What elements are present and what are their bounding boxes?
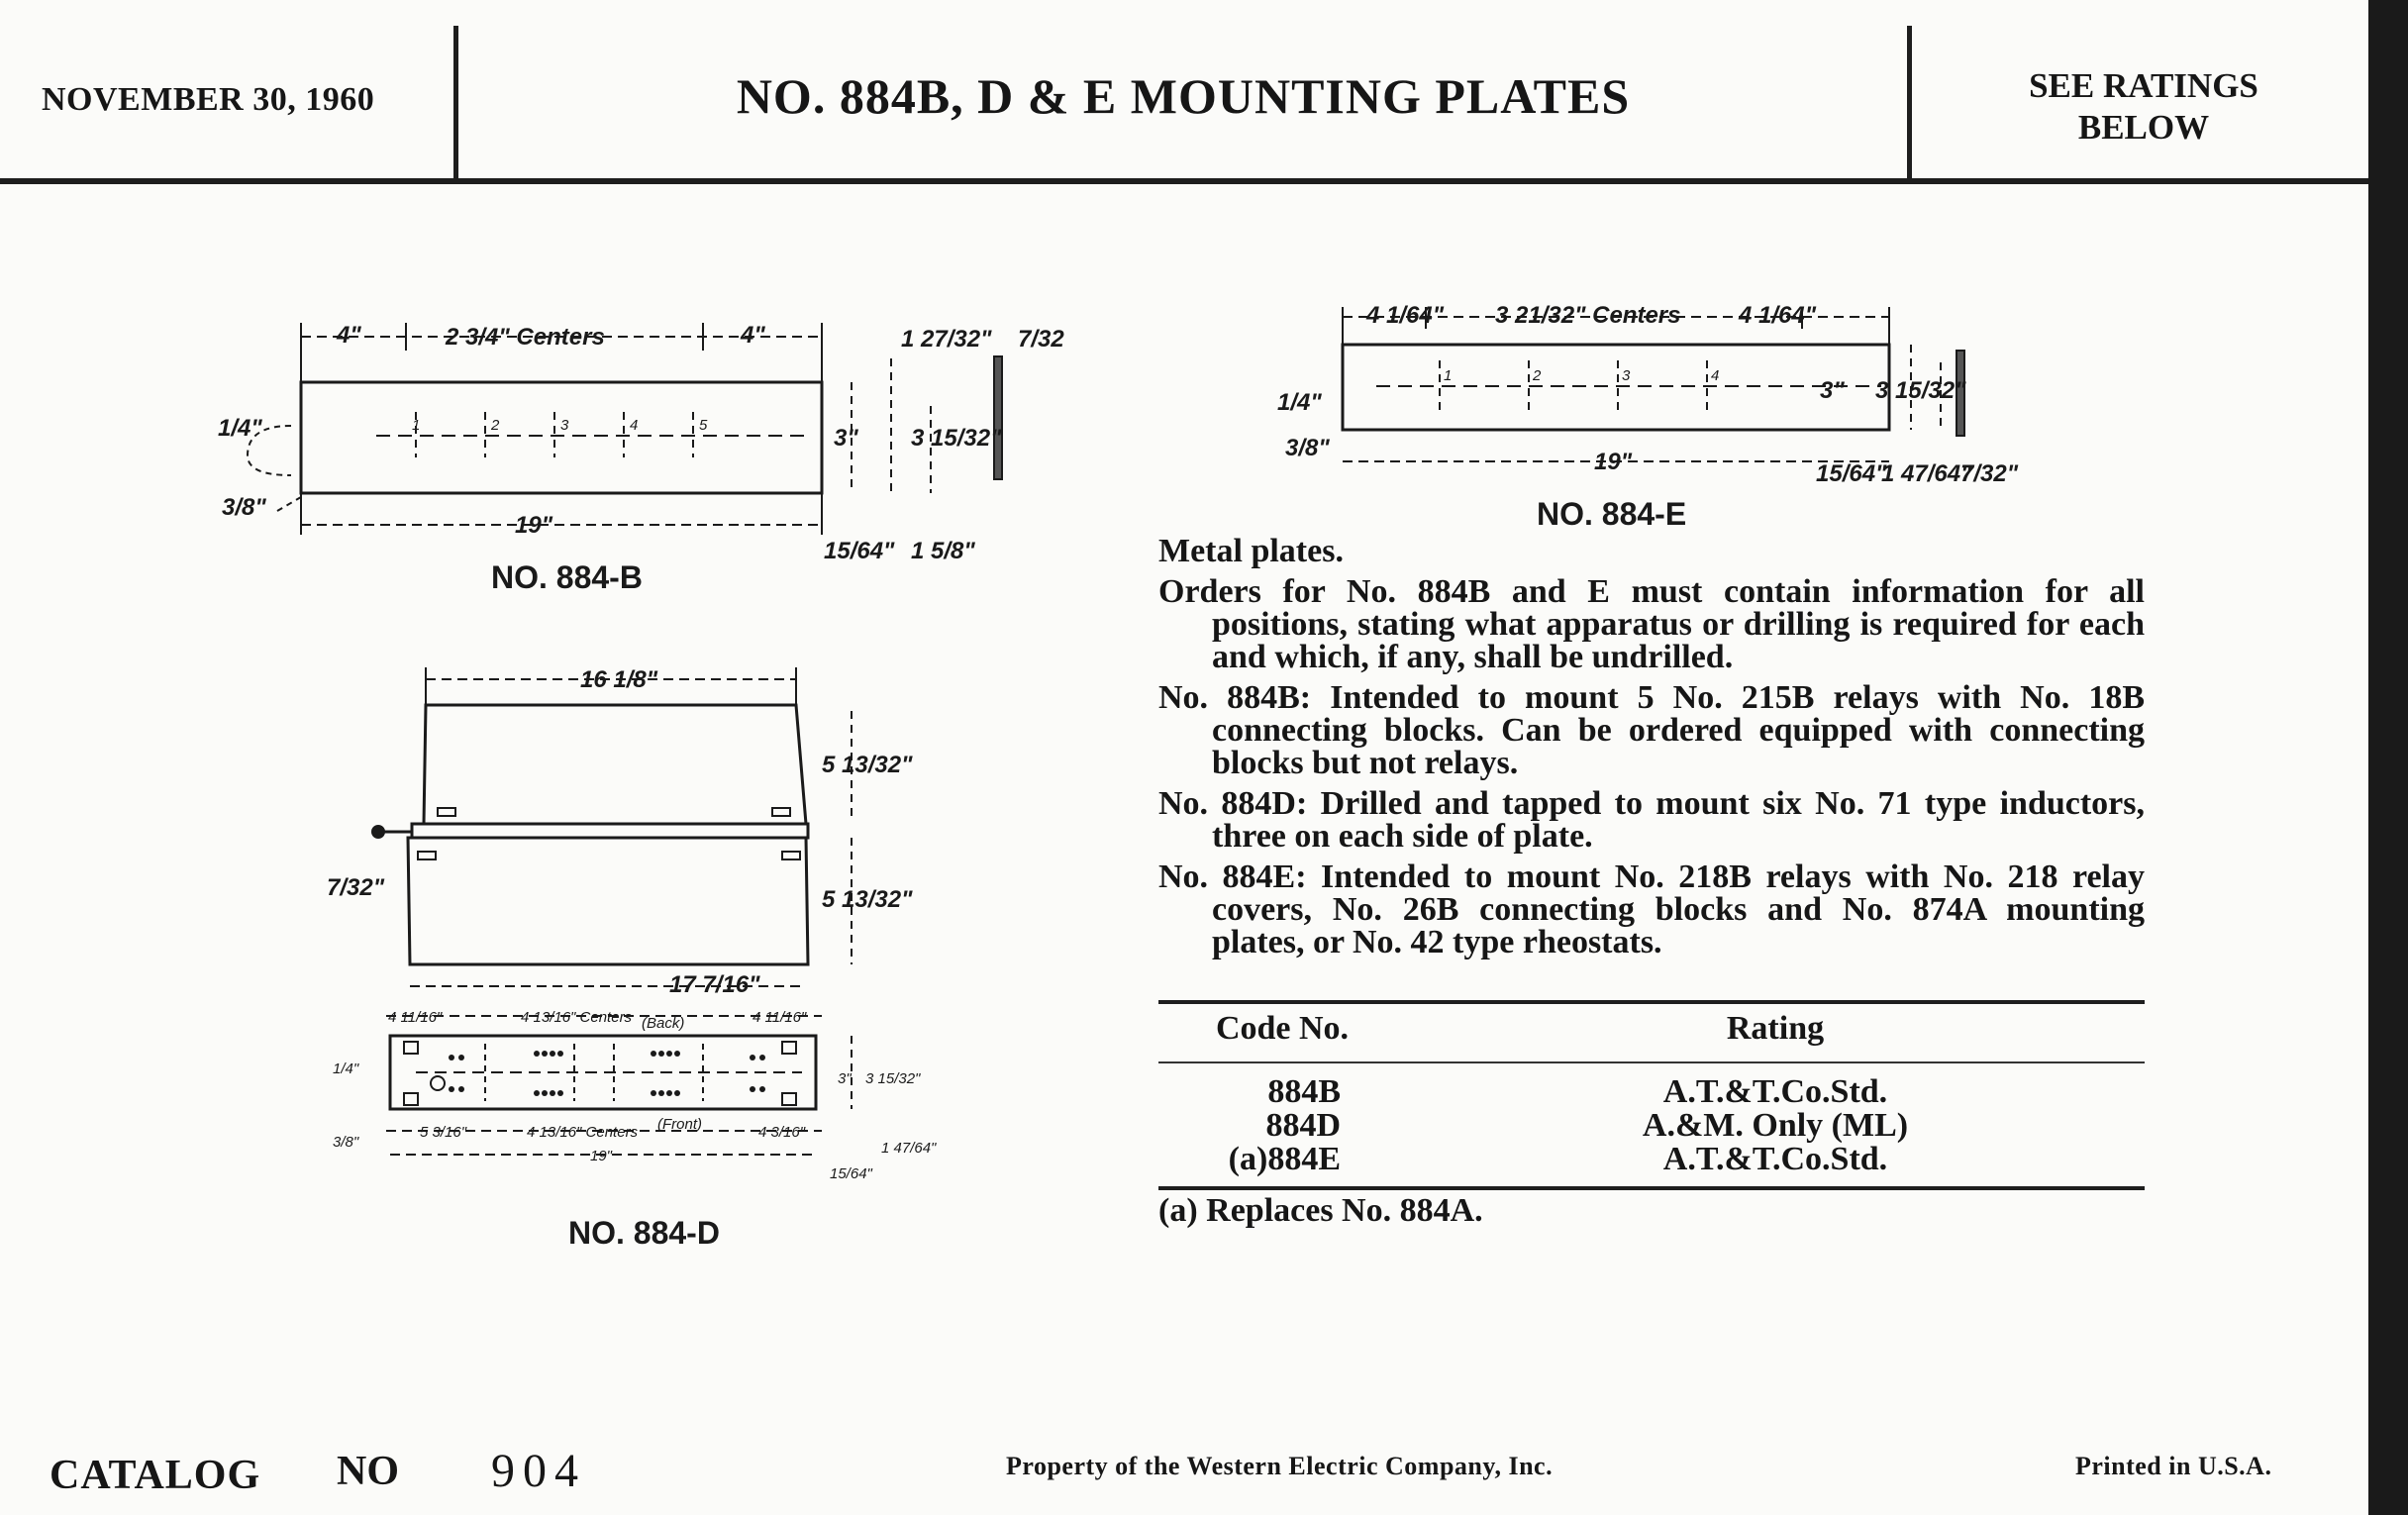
dim-d-front-centers: 4 13/16" Centers xyxy=(527,1124,639,1141)
pos-b-1: 1 xyxy=(412,417,421,434)
dim-e-left: 4 1/64" xyxy=(1366,302,1445,329)
desc-p4: No. 884D: Drilled and tapped to mount six No. 71 type inductors, three on each side of plate. xyxy=(1158,785,2145,855)
table-row xyxy=(1158,1075,2145,1109)
dim-e-right: 4 1/64" xyxy=(1739,302,1817,329)
dim-e-h2: 3 15/32" xyxy=(1875,377,1966,404)
table-header xyxy=(1158,1004,2145,1054)
dim-b-h5: 1/4" xyxy=(218,415,262,442)
footer-property: Property of the Western Electric Company, Inc. xyxy=(1006,1452,1554,1480)
pos-e-1: 1 xyxy=(1444,367,1453,384)
figure-label-884e: NO. 884-E xyxy=(1537,496,1687,532)
header-date: NOVEMBER 30, 1960 xyxy=(42,81,375,118)
dim-e-h7: 7/32" xyxy=(1960,460,2019,487)
ratings-table xyxy=(1158,1000,2145,1190)
dim-e-h3: 1/4" xyxy=(1277,389,1322,416)
lower-panel xyxy=(408,838,808,964)
pos-b-5: 5 xyxy=(699,417,708,434)
pos-b-4: 4 xyxy=(630,417,639,434)
pos-b-3: 3 xyxy=(560,417,569,434)
pos-b-2: 2 xyxy=(491,417,500,434)
pos-e-2: 2 xyxy=(1533,367,1542,384)
dim-e-h5: 15/64" xyxy=(1816,460,1887,487)
cell-rating: A.&M. Only (ML) xyxy=(1642,1107,1909,1144)
dim-d-width: 17 7/16" xyxy=(669,971,760,998)
figure-label-884b: NO. 884-B xyxy=(491,559,643,595)
dim-b-h2: 7/32 xyxy=(1018,326,1064,353)
footer-printed: Printed in U.S.A. xyxy=(2075,1452,2272,1480)
dim-e-h4: 3/8" xyxy=(1285,435,1330,461)
cell-code: 884B xyxy=(1267,1073,1341,1110)
dim-e-h6: 1 47/64" xyxy=(1881,460,1972,487)
description xyxy=(1158,535,2145,966)
header-rating: Rating xyxy=(1726,1010,1825,1047)
page-title: NO. 884B, D & E MOUNTING PLATES xyxy=(736,68,1631,124)
cell-rating: A.T.&T.Co.Std. xyxy=(1662,1141,1888,1177)
table-bottom-rule xyxy=(1158,1186,2145,1190)
cell-code: (a)884E xyxy=(1228,1141,1341,1177)
dim-d-front-note: (Front) xyxy=(657,1116,702,1133)
scan-border-right xyxy=(2368,0,2408,1515)
header-ratings-line2: BELOW xyxy=(2077,108,2210,147)
plate-outline xyxy=(301,382,822,493)
dim-d-back-note: (Back) xyxy=(642,1015,685,1032)
header-ratings-note xyxy=(1911,65,2368,149)
drawing-884e xyxy=(1277,287,2030,535)
upper-panel xyxy=(424,705,806,824)
footer-catalog: CATALOG xyxy=(50,1453,261,1498)
dim-d-h2: 3 15/32" xyxy=(865,1070,921,1087)
dim-d-back-centers: 4 13/16" Centers xyxy=(521,1009,633,1026)
dim-b-h8: 1 5/8" xyxy=(911,538,975,564)
dim-d-flange: 7/32" xyxy=(327,874,385,901)
dim-b-length: 19" xyxy=(515,512,553,539)
dim-d-h6: 1 47/64" xyxy=(881,1140,937,1157)
figure-label-884d: NO. 884-D xyxy=(568,1215,720,1251)
dim-d-lower-h: 5 13/32" xyxy=(822,886,913,913)
dim-b-h3: 3" xyxy=(834,425,858,452)
dim-d-back-right: 4 11/16" xyxy=(752,1009,807,1026)
desc-p3: No. 884B: Intended to mount 5 No. 215B relays with No. 18B connecting blocks. Can be ordered equipped with connecting blocks but not relays. xyxy=(1158,679,2145,781)
table-body xyxy=(1158,1063,2145,1186)
dim-b-centers: 2 3/4" Centers xyxy=(446,324,605,351)
drawing-884b xyxy=(218,287,1109,604)
dim-e-centers: 3 21/32" Centers xyxy=(1495,302,1681,329)
pos-e-4: 4 xyxy=(1711,367,1720,384)
desc-p5: No. 884E: Intended to mount No. 218B relays with No. 218 relay covers, No. 26B connecting blocks and No. 874A mounting plates, or No. 42 type rheostats. xyxy=(1158,858,2145,960)
dim-d-front-right: 4 3/16" xyxy=(758,1124,806,1141)
dim-d-length: 19" xyxy=(590,1148,613,1164)
table-row xyxy=(1158,1109,2145,1143)
dim-b-h6: 3/8" xyxy=(222,494,266,521)
dim-b-h1: 1 27/32" xyxy=(901,326,992,353)
footer-catalog-number: 904 xyxy=(491,1445,586,1497)
dim-b-h4: 3 15/32" xyxy=(911,425,1002,452)
cell-rating: A.T.&T.Co.Std. xyxy=(1662,1073,1888,1110)
dim-d-top-width: 16 1/8" xyxy=(580,666,658,693)
table-footnote: (a) Replaces No. 884A. xyxy=(1158,1192,1483,1229)
dim-d-back-left: 4 11/16" xyxy=(388,1009,443,1026)
dim-b-right: 4" xyxy=(741,322,765,349)
cell-code: 884D xyxy=(1265,1107,1341,1144)
header-ratings-line1: SEE RATINGS xyxy=(2029,66,2258,105)
dim-e-h1: 3" xyxy=(1820,377,1845,404)
pos-e-3: 3 xyxy=(1622,367,1631,384)
desc-p2: Orders for No. 884B and E must contain information for all positions, stating what apparatus or drilling is required for each and which, if any, shall be undrilled. xyxy=(1158,573,2145,675)
table-row xyxy=(1158,1143,2145,1176)
header-code: Code No. xyxy=(1215,1010,1350,1047)
dim-d-h5: 15/64" xyxy=(830,1165,872,1182)
dim-e-length: 19" xyxy=(1594,449,1633,475)
dim-b-left: 4" xyxy=(337,322,361,349)
header-rule xyxy=(0,178,2368,184)
profile-view xyxy=(994,356,1002,479)
dim-b-h7: 15/64" xyxy=(824,538,895,564)
dim-d-h3: 1/4" xyxy=(333,1060,359,1077)
hinge-bar xyxy=(412,824,808,838)
desc-p1: Metal plates. xyxy=(1158,533,1344,569)
dim-d-front-left: 5 3/16" xyxy=(420,1124,467,1141)
footer-no: NO xyxy=(337,1449,399,1494)
dim-d-upper-h: 5 13/32" xyxy=(822,752,913,778)
dim-d-h1: 3" xyxy=(838,1070,852,1087)
drawing-884d xyxy=(327,654,960,1267)
dim-d-h4: 3/8" xyxy=(333,1134,359,1151)
